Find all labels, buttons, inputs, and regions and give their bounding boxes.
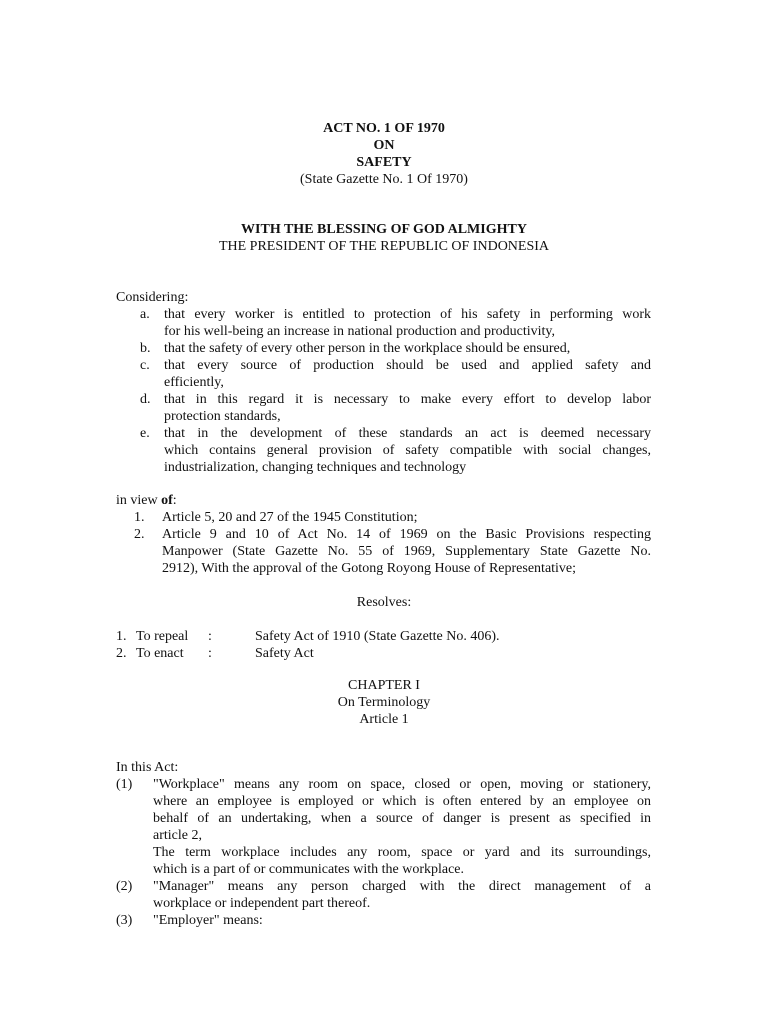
considering-b-line1: that the safety of every other person in the workplace should be ensured,	[164, 341, 571, 356]
considering-marker-e: e.	[140, 426, 150, 441]
article-intro: In this Act:	[116, 760, 179, 775]
resolve-num-1: 1.	[116, 629, 127, 644]
in-view-2-line2: Manpower (State Gazette No. 55 of 1969, Supplementary State Gazette No.	[162, 544, 651, 559]
resolve-action-2: To enact	[136, 646, 184, 661]
article-1-line1: "Workplace" means any room on space, closed or open, moving or stationery,	[153, 777, 651, 792]
article-marker-1: (1)	[116, 777, 133, 792]
considering-e-line1: that in the development of these standards an act is deemed necessary	[164, 426, 651, 441]
in-view-marker-2: 2.	[134, 527, 145, 542]
gazette-reference: (State Gazette No. 1 Of 1970)	[300, 172, 468, 187]
article-1-line6: which is a part of or communicates with the workplace.	[153, 862, 465, 877]
resolve-action-1: To repeal	[136, 629, 189, 644]
considering-marker-b: b.	[140, 341, 151, 356]
article-1-line3: behalf of an undertaking, when a source of danger is present as specified in	[153, 811, 651, 826]
considering-e-line3: industrialization, changing techniques and technology	[164, 460, 467, 475]
considering-d-line2: protection standards,	[164, 409, 281, 424]
article-3-line1: "Employer" means:	[153, 913, 263, 928]
considering-marker-d: d.	[140, 392, 151, 407]
considering-c-line1: that every source of production should be used and applied safety and	[164, 358, 651, 373]
considering-e-line2: which contains general provision of safety compatible with social changes,	[164, 443, 651, 458]
considering-a-line1: that every worker is entitled to protection of his safety in performing work	[164, 307, 651, 322]
resolve-num-2: 2.	[116, 646, 127, 661]
article-1-line4: article 2,	[153, 828, 202, 843]
resolve-text-1: Safety Act of 1910 (State Gazette No. 406).	[255, 629, 500, 644]
considering-label: Considering:	[116, 290, 189, 305]
article-2-line1: "Manager" means any person charged with the direct management of a	[153, 879, 651, 894]
act-on: ON	[373, 138, 395, 153]
article-heading: Article 1	[359, 712, 409, 727]
considering-marker-a: a.	[140, 307, 150, 322]
resolve-text-2: Safety Act	[255, 646, 314, 661]
president-heading: THE PRESIDENT OF THE REPUBLIC OF INDONESIA	[218, 239, 550, 254]
blessing-heading: WITH THE BLESSING OF GOD ALMIGHTY	[241, 222, 527, 237]
in-view-2-line3: 2912), With the approval of the Gotong Royong House of Representative;	[162, 561, 577, 576]
article-1-line2: where an employee is employed or which is often entered by an employee on	[153, 794, 651, 809]
article-2-line2: workplace or independent part thereof.	[153, 896, 371, 911]
act-subject: SAFETY	[356, 155, 412, 170]
considering-marker-c: c.	[140, 358, 150, 373]
article-1-line5: The term workplace includes any room, space or yard and its surroundings,	[153, 845, 651, 860]
considering-a-line2: for his well-being an increase in national production and productivity,	[164, 324, 555, 339]
in-view-of-label: in view of:	[116, 493, 177, 508]
resolve-colon-1: :	[208, 629, 212, 644]
act-title: ACT NO. 1 OF 1970	[323, 121, 445, 136]
article-marker-3: (3)	[116, 913, 133, 928]
considering-c-line2: efficiently,	[164, 375, 224, 390]
chapter-subtitle: On Terminology	[337, 695, 431, 710]
in-view-1-line1: Article 5, 20 and 27 of the 1945 Constitution;	[162, 510, 418, 525]
resolve-colon-2: :	[208, 646, 212, 661]
in-view-marker-1: 1.	[134, 510, 145, 525]
resolves-label: Resolves:	[356, 595, 412, 610]
considering-d-line1: that in this regard it is necessary to make every effort to develop labor	[164, 392, 651, 407]
article-marker-2: (2)	[116, 879, 133, 894]
in-view-2-line1: Article 9 and 10 of Act No. 14 of 1969 on the Basic Provisions respecting	[162, 527, 651, 542]
chapter-title: CHAPTER I	[348, 678, 420, 693]
